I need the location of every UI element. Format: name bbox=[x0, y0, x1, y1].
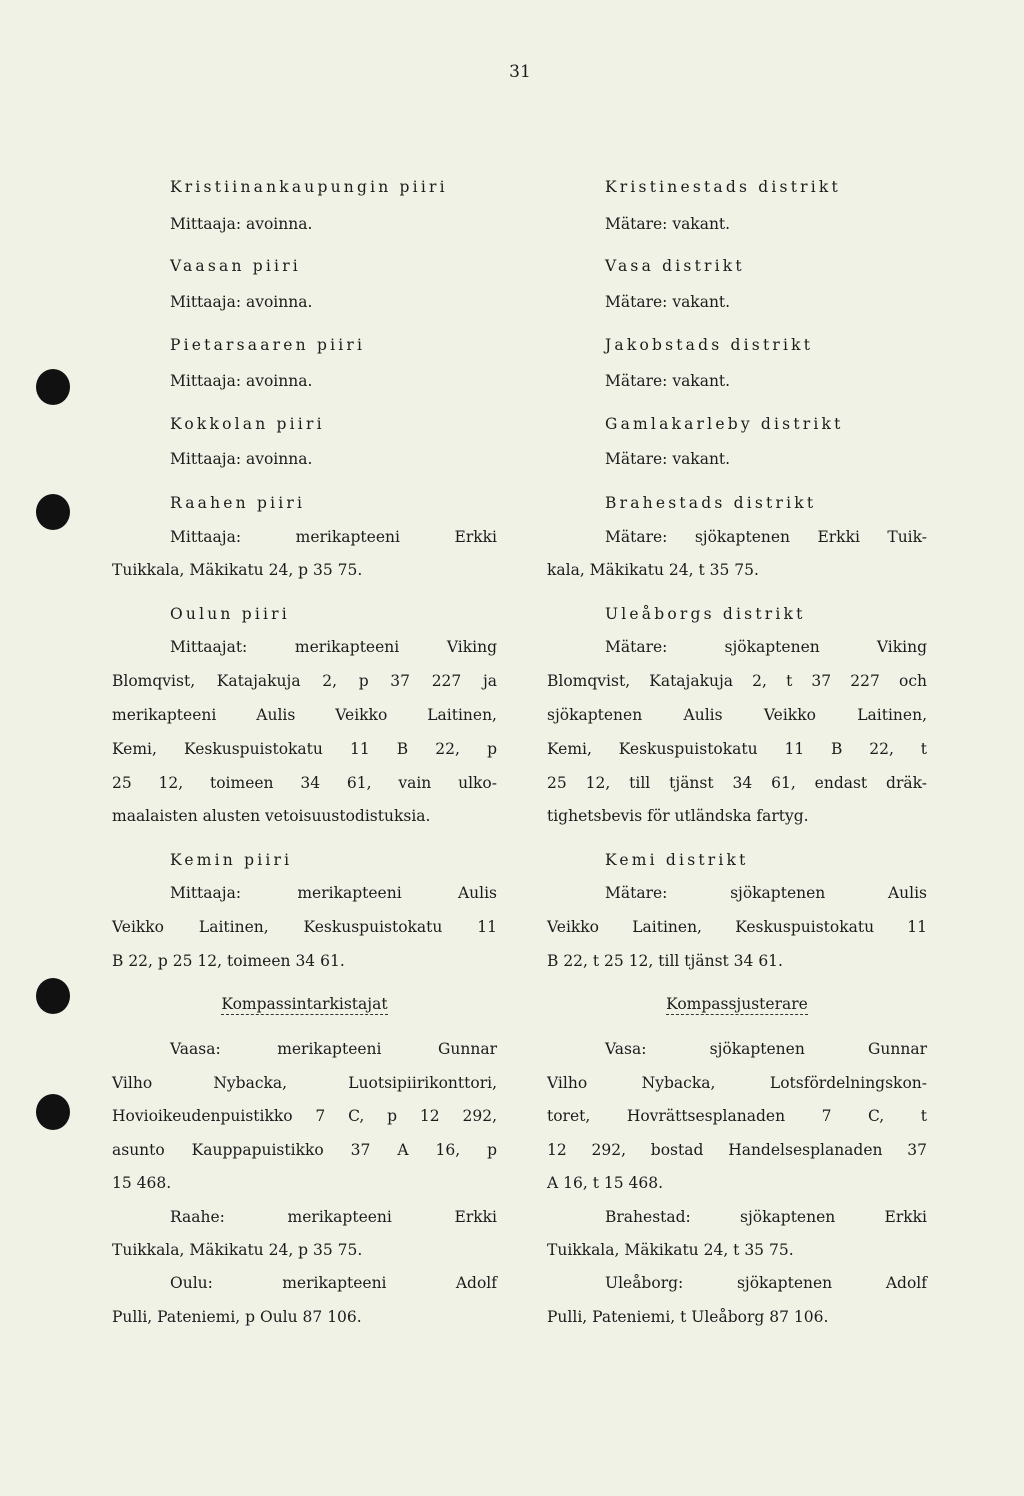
district-heading: Kemin piiri bbox=[170, 851, 293, 869]
text-line: 25 12, toimeen 34 61, vain ulko- bbox=[112, 774, 497, 792]
text-line: Tuikkala, Mäkikatu 24, p 35 75. bbox=[112, 561, 363, 579]
section-heading-text: Kompassintarkistajat bbox=[221, 995, 388, 1013]
district-heading: Pietarsaaren piiri bbox=[170, 336, 366, 354]
text-line: Kemi, Keskuspuistokatu 11 B 22, p bbox=[112, 740, 497, 758]
text-line: toret, Hovrättsesplanaden 7 C, t bbox=[547, 1107, 927, 1125]
text-line: Tuikkala, Mäkikatu 24, p 35 75. bbox=[112, 1241, 363, 1259]
finnish-column bbox=[112, 0, 497, 1496]
text-line: Mittaaja: avoinna. bbox=[170, 215, 313, 233]
text-line: Mätare: sjökaptenen Erkki Tuik- bbox=[605, 528, 927, 546]
text-line: Blomqvist, Katajakuja 2, t 37 227 och bbox=[547, 672, 927, 690]
text-line: B 22, t 25 12, till tjänst 34 61. bbox=[547, 952, 783, 970]
text-line: maalaisten alusten vetoisuustodistuksia. bbox=[112, 807, 431, 825]
district-heading: Gamlakarleby distrikt bbox=[605, 415, 844, 433]
text-line: Raahe: merikapteeni Erkki bbox=[170, 1208, 497, 1226]
text-line: 12 292, bostad Handelsesplanaden 37 bbox=[547, 1141, 927, 1159]
text-line: Blomqvist, Katajakuja 2, p 37 227 ja bbox=[112, 672, 497, 690]
swedish-column bbox=[547, 0, 927, 1496]
text-line: Mätare: vakant. bbox=[605, 450, 731, 468]
text-line: Vilho Nybacka, Luotsipiirikonttori, bbox=[112, 1074, 497, 1092]
text-line: Mittaaja: merikapteeni Aulis bbox=[170, 884, 497, 902]
text-line: Tuikkala, Mäkikatu 24, t 35 75. bbox=[547, 1241, 794, 1259]
district-heading: Kristinestads distrikt bbox=[605, 178, 841, 196]
text-line: Kemi, Keskuspuistokatu 11 B 22, t bbox=[547, 740, 927, 758]
section-heading bbox=[547, 989, 927, 1019]
page-number: 31 bbox=[509, 62, 531, 82]
punch-hole bbox=[36, 1094, 70, 1130]
text-line: A 16, t 15 468. bbox=[547, 1174, 664, 1192]
text-line: Mätare: vakant. bbox=[605, 215, 731, 233]
text-line: asunto Kauppapuistikko 37 A 16, p bbox=[112, 1141, 497, 1159]
punch-hole bbox=[36, 369, 70, 405]
punch-hole bbox=[36, 978, 70, 1014]
text-line: Vasa: sjökaptenen Gunnar bbox=[605, 1040, 927, 1058]
text-line: Pulli, Pateniemi, p Oulu 87 106. bbox=[112, 1308, 362, 1326]
district-heading: Kemi distrikt bbox=[605, 851, 749, 869]
text-line: sjökaptenen Aulis Veikko Laitinen, bbox=[547, 706, 927, 724]
text-line: Mätare: vakant. bbox=[605, 372, 731, 390]
district-heading: Jakobstads distrikt bbox=[605, 336, 814, 354]
district-heading: Kokkolan piiri bbox=[170, 415, 325, 433]
district-heading: Vaasan piiri bbox=[170, 257, 301, 275]
district-heading: Uleåborgs distrikt bbox=[605, 605, 806, 623]
text-line: Mittaaja: merikapteeni Erkki bbox=[170, 528, 497, 546]
text-line: Mätare: sjökaptenen Viking bbox=[605, 638, 927, 656]
district-heading: Raahen piiri bbox=[170, 494, 306, 512]
text-line: Veikko Laitinen, Keskuspuistokatu 11 bbox=[112, 918, 497, 936]
text-line: Oulu: merikapteeni Adolf bbox=[170, 1274, 497, 1292]
text-line: Veikko Laitinen, Keskuspuistokatu 11 bbox=[547, 918, 927, 936]
text-line: Mittaaja: avoinna. bbox=[170, 450, 313, 468]
text-line: Mittaaja: avoinna. bbox=[170, 293, 313, 311]
text-line: merikapteeni Aulis Veikko Laitinen, bbox=[112, 706, 497, 724]
section-heading bbox=[112, 989, 497, 1019]
text-line: B 22, p 25 12, toimeen 34 61. bbox=[112, 952, 345, 970]
text-line: 15 468. bbox=[112, 1174, 172, 1192]
text-line: Brahestad: sjökaptenen Erkki bbox=[605, 1208, 927, 1226]
punch-hole bbox=[36, 494, 70, 530]
text-line: Vaasa: merikapteeni Gunnar bbox=[170, 1040, 497, 1058]
text-line: Mittaajat: merikapteeni Viking bbox=[170, 638, 497, 656]
district-heading: Oulun piiri bbox=[170, 605, 290, 623]
text-line: Pulli, Pateniemi, t Uleåborg 87 106. bbox=[547, 1308, 829, 1326]
text-line: Mätare: vakant. bbox=[605, 293, 731, 311]
text-line: Hovioikeudenpuistikko 7 C, p 12 292, bbox=[112, 1107, 497, 1125]
text-line: tighetsbevis för utländska fartyg. bbox=[547, 807, 809, 825]
text-line: 25 12, till tjänst 34 61, endast dräk- bbox=[547, 774, 927, 792]
section-heading-text: Kompassjusterare bbox=[666, 995, 808, 1013]
text-line: Mittaaja: avoinna. bbox=[170, 372, 313, 390]
district-heading: Brahestads distrikt bbox=[605, 494, 817, 512]
district-heading: Kristiinankaupungin piiri bbox=[170, 178, 448, 196]
text-line: Mätare: sjökaptenen Aulis bbox=[605, 884, 927, 902]
text-line: Uleåborg: sjökaptenen Adolf bbox=[605, 1274, 927, 1292]
text-line: Vilho Nybacka, Lotsfördelningskon- bbox=[547, 1074, 927, 1092]
district-heading: Vasa distrikt bbox=[605, 257, 745, 275]
text-line: kala, Mäkikatu 24, t 35 75. bbox=[547, 561, 759, 579]
